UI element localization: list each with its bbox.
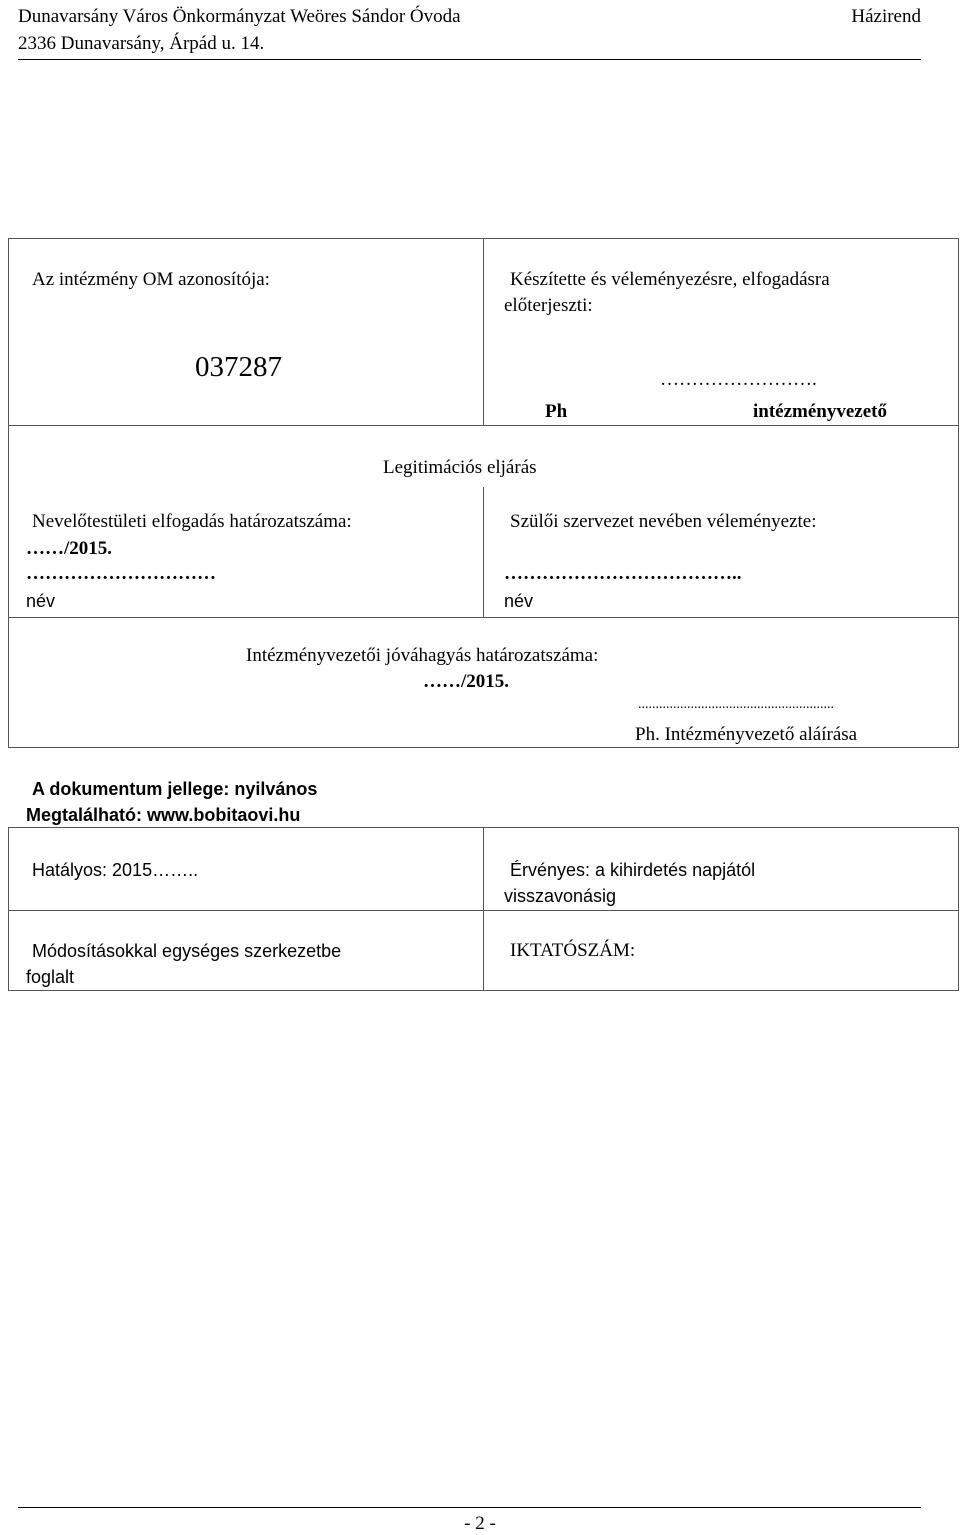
amendment-note-line-1: Módosításokkal egységes szerkezetbe xyxy=(32,941,342,961)
effective-date: Hatályos: 2015…….. xyxy=(32,860,199,880)
staff-name-dots: ………………………… xyxy=(26,563,216,584)
validity-line-2: visszavonásig xyxy=(504,886,617,906)
om-label: Az intézmény OM azonosítója: xyxy=(32,269,270,290)
amendment-note-line-2: foglalt xyxy=(26,967,75,987)
validity-line-1: Érvényes: a kihirdetés napjától xyxy=(510,860,756,880)
document-type: Házirend xyxy=(851,6,921,27)
om-value: 037287 xyxy=(195,351,282,383)
head-role-label: intézményvezető xyxy=(753,401,887,422)
page-number: - 2 - xyxy=(464,1513,496,1534)
running-header-line-1 xyxy=(18,6,921,28)
institution-address: 2336 Dunavarsány, Árpád u. 14. xyxy=(18,33,265,54)
divider-om-prepared xyxy=(483,238,484,425)
divider-staff-parent xyxy=(483,487,484,617)
header-divider xyxy=(18,59,921,60)
parent-name-dots: ……………………………….. xyxy=(504,563,742,584)
document-nature: A dokumentum jellege: nyilvános xyxy=(32,779,318,799)
divider-row-legitimation xyxy=(8,617,959,618)
staff-approval-number: ……/2015. xyxy=(26,538,113,559)
staff-approval-label: Nevelőtestületi elfogadás határozatszáma: xyxy=(32,511,352,532)
document-location: Megtalálható: www.bobitaovi.hu xyxy=(26,805,301,825)
divider-lower-table xyxy=(483,827,484,991)
prepared-label-line-1: Készítette és véleményezésre, elfogadásra xyxy=(510,269,830,290)
legitimation-title: Legitimációs eljárás xyxy=(383,457,537,478)
head-approval-dots: ........................................................ xyxy=(638,697,834,712)
head-signature-label: Ph. Intézményvezető aláírása xyxy=(635,724,858,745)
parent-name-label: név xyxy=(504,591,534,611)
divider-row-1 xyxy=(8,425,959,426)
registry-number-label: IKTATÓSZÁM: xyxy=(510,940,636,961)
ph-stamp-label: Ph xyxy=(545,401,568,422)
footer-divider xyxy=(18,1507,921,1508)
head-signature-dots: ……………………. xyxy=(660,369,817,390)
prepared-label-line-2: előterjeszti: xyxy=(504,295,593,316)
head-approval-label: Intézményvezetői jóváhagyás határozatszáma: xyxy=(246,645,599,666)
parent-org-label: Szülői szervezet nevében véleményezte: xyxy=(510,511,817,532)
head-approval-number: ……/2015. xyxy=(423,671,510,692)
institution-name: Dunavarsány Város Önkormányzat Weöres Sándor Óvoda xyxy=(18,6,461,27)
staff-name-label: név xyxy=(26,591,56,611)
divider-row-effective xyxy=(8,910,959,911)
